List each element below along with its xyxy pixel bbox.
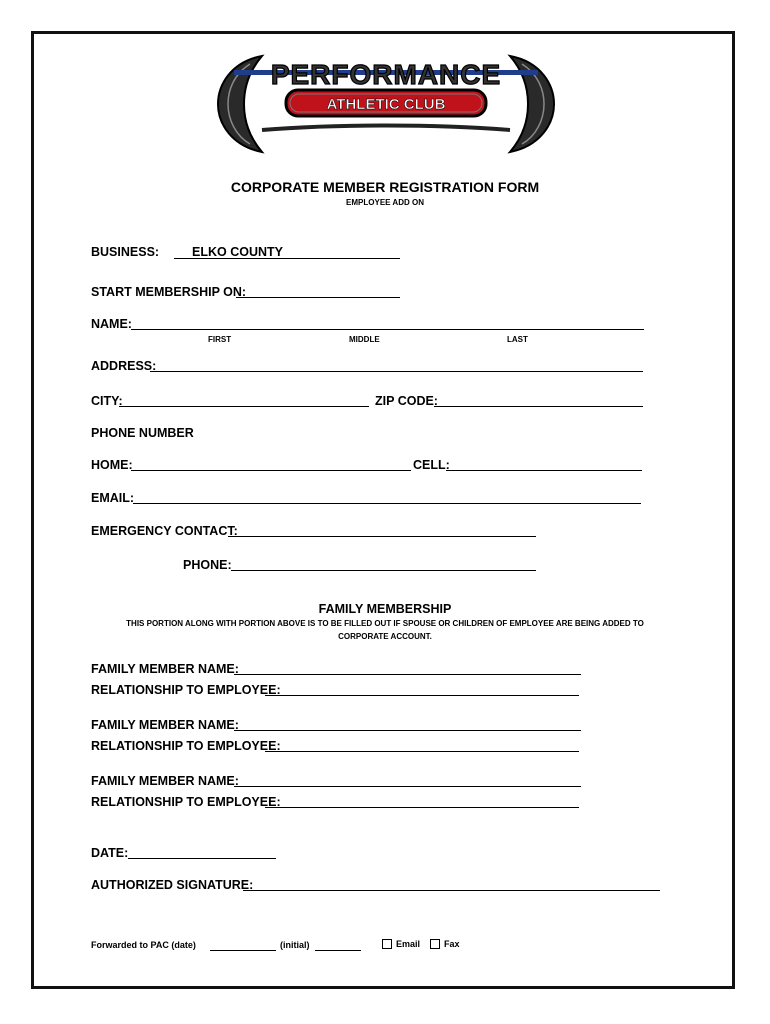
- svg-text:PERFORMANCE: PERFORMANCE: [270, 59, 502, 90]
- city-field[interactable]: [119, 406, 369, 407]
- fax-option-label: Fax: [444, 939, 460, 949]
- family-member-name-field[interactable]: [234, 786, 581, 787]
- home-phone-label: HOME:: [91, 458, 133, 472]
- forwarded-label: Forwarded to PAC (date): [91, 940, 196, 950]
- fax-option[interactable]: [430, 939, 460, 950]
- relationship-field[interactable]: [265, 751, 579, 752]
- form-subtitle: EMPLOYEE ADD ON: [346, 198, 424, 207]
- name-last-caption: LAST: [507, 335, 528, 344]
- emergency-phone-field[interactable]: [231, 570, 536, 571]
- family-member-name-field[interactable]: [234, 674, 581, 675]
- email-label: EMAIL:: [91, 491, 135, 505]
- business-value: ELKO COUNTY: [192, 245, 283, 259]
- email-option[interactable]: [382, 939, 420, 950]
- family-member-name-field[interactable]: [234, 730, 581, 731]
- fax-checkbox[interactable]: [430, 939, 440, 949]
- initial-field[interactable]: [315, 950, 361, 951]
- family-membership-title: FAMILY MEMBERSHIP: [318, 602, 452, 616]
- form-title: CORPORATE MEMBER REGISTRATION FORM: [230, 179, 540, 195]
- relationship-label: RELATIONSHIP TO EMPLOYEE:: [91, 795, 281, 809]
- cell-phone-field[interactable]: [446, 470, 642, 471]
- relationship-label: RELATIONSHIP TO EMPLOYEE:: [91, 739, 281, 753]
- authorized-signature-label: AUTHORIZED SIGNATURE:: [91, 878, 254, 892]
- name-first-caption: FIRST: [208, 335, 232, 344]
- forwarded-date-field[interactable]: [210, 950, 276, 951]
- relationship-field[interactable]: [265, 807, 579, 808]
- emergency-contact-field[interactable]: [228, 536, 536, 537]
- address-label: ADDRESS:: [91, 359, 157, 373]
- business-label: BUSINESS:: [91, 245, 160, 259]
- city-label: CITY:: [91, 394, 123, 408]
- form-border: [31, 31, 735, 989]
- start-membership-field[interactable]: [236, 297, 400, 298]
- authorized-signature-field[interactable]: [243, 890, 660, 891]
- name-field[interactable]: [131, 329, 644, 330]
- name-label: NAME:: [91, 317, 132, 331]
- zip-label: ZIP CODE:: [375, 394, 438, 408]
- zip-field[interactable]: [434, 406, 643, 407]
- family-member-name-label: FAMILY MEMBER NAME:: [91, 774, 239, 788]
- email-checkbox[interactable]: [382, 939, 392, 949]
- home-phone-field[interactable]: [131, 470, 411, 471]
- name-middle-caption: MIDDLE: [349, 335, 380, 344]
- performance-athletic-club-logo: [216, 50, 556, 156]
- family-member-name-label: FAMILY MEMBER NAME:: [91, 718, 239, 732]
- emergency-phone-label: PHONE:: [183, 558, 232, 572]
- phone-number-heading: PHONE NUMBER: [91, 426, 194, 440]
- address-field[interactable]: [150, 371, 643, 372]
- svg-text:ATHLETIC CLUB: ATHLETIC CLUB: [326, 96, 446, 113]
- email-option-label: Email: [396, 939, 421, 949]
- date-field[interactable]: [128, 858, 276, 859]
- cell-phone-label: CELL:: [413, 458, 450, 472]
- initial-label: (initial): [280, 940, 310, 950]
- relationship-label: RELATIONSHIP TO EMPLOYEE:: [91, 683, 281, 697]
- relationship-field[interactable]: [265, 695, 579, 696]
- family-note-line1: THIS PORTION ALONG WITH PORTION ABOVE IS TO BE FILLED OUT IF SPOUSE OR CHILDREN OF EMPLOYEE ARE BEING ADDED TO: [126, 619, 644, 628]
- email-field[interactable]: [133, 503, 641, 504]
- emergency-contact-label: EMERGENCY CONTACT:: [91, 524, 238, 538]
- start-membership-label: START MEMBERSHIP ON:: [91, 285, 247, 299]
- family-member-name-label: FAMILY MEMBER NAME:: [91, 662, 239, 676]
- date-label: DATE:: [91, 846, 129, 860]
- family-note-line2: CORPORATE ACCOUNT.: [338, 632, 432, 641]
